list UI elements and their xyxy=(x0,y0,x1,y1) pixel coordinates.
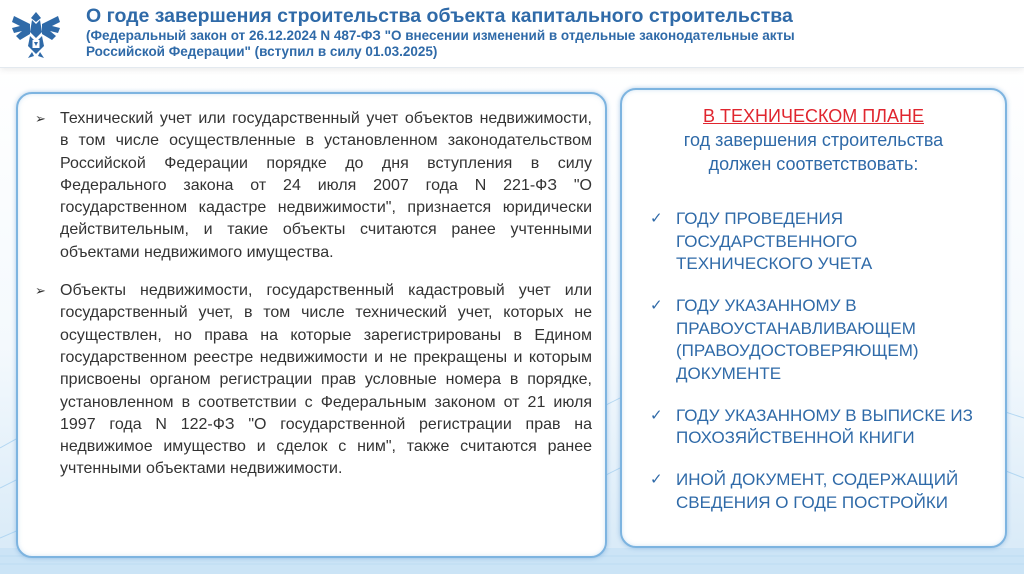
checklist-item-text: ГОДУ УКАЗАННОМУ В ПРАВОУСТАНАВЛИВАЮЩЕМ (ПРАВОУДОСТОВЕРЯЮЩЕМ) ДОКУМЕНТЕ xyxy=(676,296,919,383)
arrow-bullet-icon: ➢ xyxy=(35,111,46,126)
left-paragraph-2 xyxy=(32,280,592,481)
checklist-item xyxy=(648,295,998,385)
slide-header xyxy=(0,0,1024,68)
checklist-item-text: ГОДУ УКАЗАННОМУ В ВЫПИСКЕ ИЗ ПОХОЗЯЙСТВЕННОЙ КНИГИ xyxy=(676,405,973,447)
rosreestr-emblem-icon xyxy=(8,6,64,62)
checklist-item xyxy=(648,469,998,514)
left-paragraph-list xyxy=(32,108,592,481)
checkmark-icon: ✓ xyxy=(650,471,663,488)
left-paragraph-text: Объекты недвижимости, государственный кадастровый учет или государственный учет, в том числе технический учет, которых не осуществлен, но права на которые зарегистрированы в Едином государственном реестре недвижимости и не прекращены и которым присвоены органом регистрации прав условные номера в порядке, установленном в соответствии с Федеральным законом от 21 июля 1997 года N 122-ФЗ "О государственной регистрации прав на недвижимое имущество и сделок с ним", также считаются ранее учтенными объектами недвижимости. xyxy=(60,282,592,478)
arrow-bullet-icon: ➢ xyxy=(35,283,46,299)
checkmark-icon: ✓ xyxy=(650,406,663,424)
right-panel-heading xyxy=(622,104,1005,176)
page-subtitle-line1: (Федеральный закон от 26.12.2024 N 487-ФЗ "О внесении изменений в отдельные законодательные акты xyxy=(86,28,795,43)
checklist-item-text: ГОДУ ПРОВЕДЕНИЯ ГОСУДАРСТВЕННОГО ТЕХНИЧЕСКОГО УЧЕТА xyxy=(676,209,873,273)
right-requirements-panel xyxy=(620,88,1007,548)
heading-technical-plan: В ТЕХНИЧЕСКОМ ПЛАНЕ xyxy=(703,106,924,126)
checkmark-icon: ✓ xyxy=(650,210,663,227)
checklist-item-text: ИНОЙ ДОКУМЕНТ, СОДЕРЖАЩИЙ СВЕДЕНИЯ О ГОДЕ ПОСТРОЙКИ xyxy=(676,470,959,512)
checklist-item xyxy=(648,405,998,450)
left-text-panel xyxy=(16,92,607,558)
left-paragraph-1 xyxy=(32,108,592,264)
requirements-checklist xyxy=(648,208,998,514)
page-subtitle-line2: Российской Федерации" (вступил в силу 01.03.2025) xyxy=(86,44,438,59)
left-paragraph-text: Технический учет или государственный учет объектов недвижимости, в том числе осуществленные в установленном законодательством Российской Федерации порядке до дня вступления в силу Федерального закона от 24 июля 2007 года N 221-ФЗ "О государственном кадастре недвижимости", признается юридически действительным, и такие объекты считаются ранее учтенными объектами недвижимого имущества. xyxy=(60,110,592,261)
heading-line-3: должен соответствовать: xyxy=(708,154,919,174)
heading-line-2: год завершения строительства xyxy=(683,130,944,150)
checklist-item xyxy=(648,208,998,276)
page-title: О годе завершения строительства объекта капитального строительства xyxy=(86,5,793,27)
checkmark-icon: ✓ xyxy=(650,297,663,314)
